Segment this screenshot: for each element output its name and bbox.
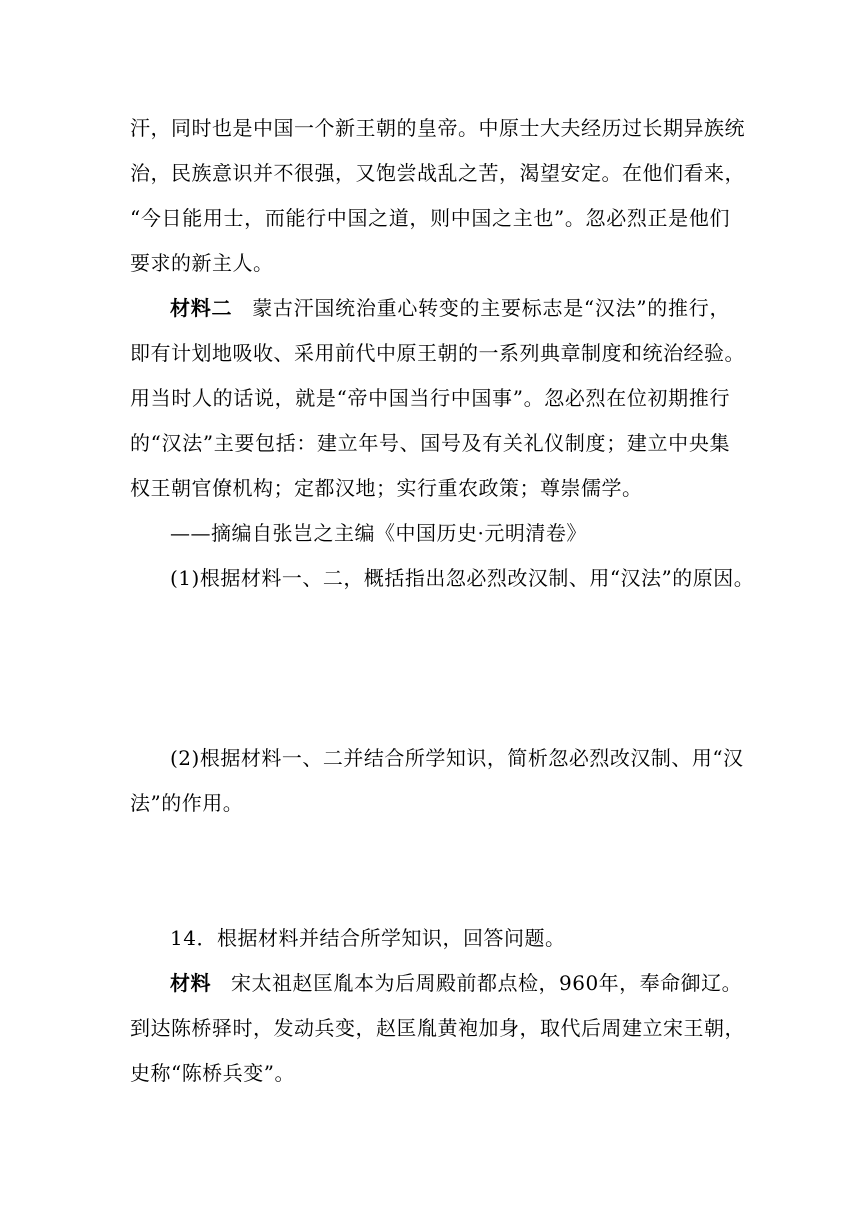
source-citation: ——摘编自张岂之主编《中国历史·元明清卷》 (170, 521, 587, 545)
q14-material-line-3: 史称“陈桥兵变”。 (130, 1061, 295, 1085)
para2-line-4: 的“汉法”主要包括：建立年号、国号及有关礼仪制度；建立中央集 (130, 431, 730, 455)
para2-line-5: 权王朝官僚机构；定都汉地；实行重农政策；尊崇儒学。 (130, 476, 643, 500)
question-2-line-2: 法”的作用。 (130, 791, 244, 815)
para1-line-4: 要求的新主人。 (130, 251, 274, 275)
question-1: (1)根据材料一、二，概括指出忽必烈改汉制、用“汉法”的原因。 (170, 566, 755, 590)
material-label: 材料 (170, 971, 211, 995)
para2-line-1 (170, 294, 730, 322)
material-2-label: 材料二 (170, 296, 233, 320)
para1-line-1: 汗，同时也是中国一个新王朝的皇帝。中原士大夫经历过长期异族统 (130, 116, 745, 140)
para2-line-2: 即有计划地吸收、采用前代中原王朝的一系列典章制度和统治经验。 (130, 341, 745, 365)
q14-material-line-1-text: 宋太祖赵匡胤本为后周殿前都点检，960年，奉命御辽。 (231, 971, 743, 995)
question-2-line-1: (2)根据材料一、二并结合所学知识，简析忽必烈改汉制、用“汉 (170, 746, 744, 770)
para1-line-2: 治，民族意识并不很强，又饱尝战乱之苦，渴望安定。在他们看来， (130, 161, 745, 185)
para1-line-3: “今日能用士，而能行中国之道，则中国之主也”。忽必烈正是他们 (130, 206, 730, 230)
q14-material-line-1 (170, 969, 743, 997)
para2-line-3: 用当时人的话说，就是“帝中国当行中国事”。忽必烈在位初期推行 (130, 386, 730, 410)
question-14-stem: 14．根据材料并结合所学知识，回答问题。 (170, 926, 566, 950)
q14-material-line-2: 到达陈桥驿时，发动兵变，赵匡胤黄袍加身，取代后周建立宋王朝， (130, 1016, 745, 1040)
para2-line-1-text: 蒙古汗国统治重心转变的主要标志是“汉法”的推行， (252, 296, 731, 320)
